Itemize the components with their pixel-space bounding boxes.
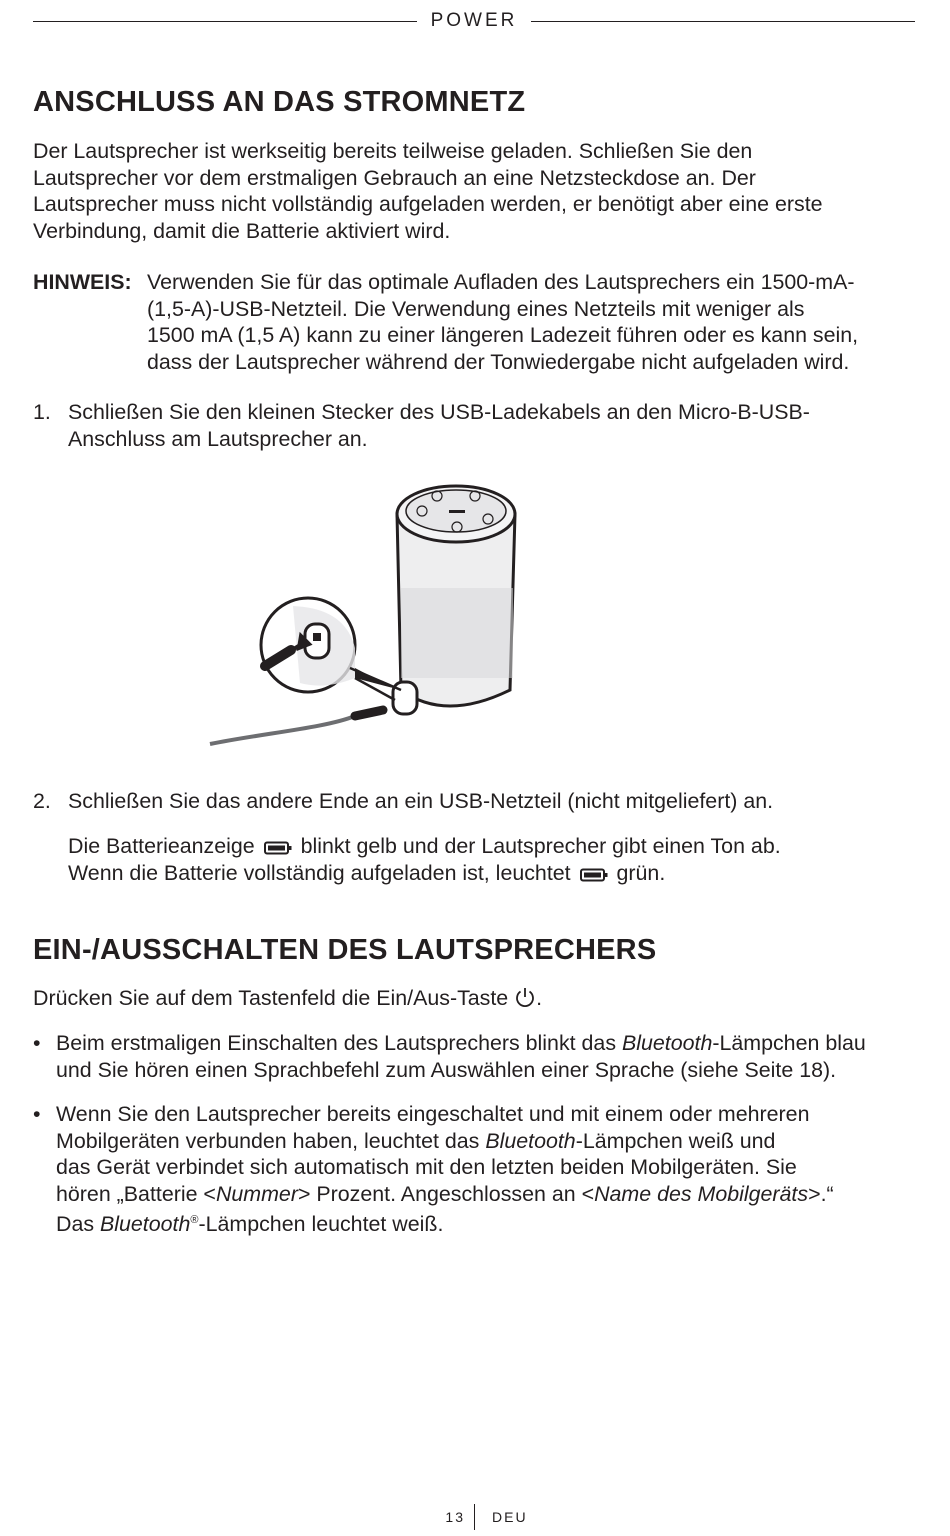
detail-text: Die Batterieanzeige xyxy=(68,834,255,858)
step-number: 2. xyxy=(33,789,51,813)
bullet-text xyxy=(56,1030,913,1083)
intro-period: . xyxy=(536,986,543,1010)
italic-run: Bluetooth xyxy=(99,1212,191,1237)
section-title-power-on-off: EIN-/AUSSCHALTEN DES LAUTSPRECHERS xyxy=(33,934,657,966)
intro-paragraph xyxy=(33,138,913,244)
italic-run: Bluetooth xyxy=(485,1128,576,1153)
usb-plug-icon xyxy=(355,710,383,716)
header-rule-left xyxy=(33,21,417,22)
language-code: DEU xyxy=(492,1509,528,1525)
header-label: POWER xyxy=(430,10,518,31)
detail-text: grün. xyxy=(616,860,666,885)
detail-text: blinkt gelb und der Lautsprecher gibt einen Ton ab. xyxy=(300,834,781,858)
section-title-power-connection: ANSCHLUSS AN DAS STROMNETZ xyxy=(33,86,526,118)
step-detail-line xyxy=(68,860,913,887)
speaker-grille xyxy=(401,588,513,678)
bullet-line xyxy=(56,1181,913,1208)
bullet-line: Wenn Sie den Lautsprecher bereits eingeschaltet und mit einem oder mehreren xyxy=(56,1102,810,1126)
note-line: Verwenden Sie für das optimale Aufladen des Lautsprechers ein 1500-mA- xyxy=(147,270,855,294)
text-run: -Lämpchen leuchtet weiß. xyxy=(198,1212,444,1237)
usb-cable xyxy=(210,716,355,744)
pointer-arrow-icon xyxy=(355,668,393,688)
bullet-line: und Sie hören einen Sprachbefehl zum Auswählen einer Sprache (siehe Seite 18). xyxy=(56,1057,837,1082)
note-line: dass der Lautsprecher während der Tonwiedergabe nicht aufgeladen wird. xyxy=(147,349,850,374)
italic-run: Bluetooth xyxy=(621,1031,713,1055)
text-run: > Prozent. Angeschlossen an < xyxy=(297,1181,595,1206)
power-icon xyxy=(514,986,536,1008)
text-run: >.“ xyxy=(808,1181,834,1206)
page-header xyxy=(33,10,915,34)
step-number: 1. xyxy=(33,400,51,424)
page-number: 13 xyxy=(445,1509,465,1525)
bose-logo xyxy=(449,510,465,513)
italic-run: Nummer xyxy=(215,1181,298,1206)
text-run: Das xyxy=(56,1212,100,1237)
step-text: Schließen Sie das andere Ende an ein USB-Netzteil (nicht mitgeliefert) an. xyxy=(68,789,774,813)
italic-run: Name des Mobilgeräts xyxy=(594,1181,809,1206)
note-label: HINWEIS: xyxy=(33,270,132,294)
battery-icon xyxy=(264,841,292,855)
step-line: Anschluss am Lautsprecher an. xyxy=(68,426,368,451)
step-detail-line xyxy=(68,833,913,860)
text-run: hören „Batterie < xyxy=(56,1181,216,1206)
bullet-line xyxy=(56,1128,913,1155)
bullet-text xyxy=(56,1101,913,1238)
bullet-line: das Gerät verbindet sich automatisch mit den letzten beiden Mobilgeräten. Sie xyxy=(56,1155,797,1179)
battery-icon xyxy=(580,868,608,882)
registered-mark: ® xyxy=(190,1214,199,1226)
text-run: Beim erstmaligen Einschalten des Lautsprechers blinkt das xyxy=(56,1031,622,1055)
note-line: (1,5-A)-USB-Netzteil. Die Verwendung eines Netzteils mit weniger als xyxy=(147,296,805,321)
intro-line: Der Lautsprecher ist werkseitig bereits teilweise geladen. Schließen Sie den xyxy=(33,139,753,163)
page-footer xyxy=(0,1504,950,1530)
bullet-dot: • xyxy=(33,1031,41,1055)
detail-text: Wenn die Batterie vollständig aufgeladen ist, leuchtet xyxy=(68,860,571,885)
step-detail-text xyxy=(68,833,913,886)
note-line: 1500 mA (1,5 A) kann zu einer längeren Ladezeit führen oder es kann sein, xyxy=(147,323,859,347)
intro-line: Lautsprecher vor dem erstmaligen Gebrauch an eine Netzsteckdose an. Der xyxy=(33,165,756,190)
bullet-line xyxy=(56,1207,913,1238)
speaker-charging-illustration xyxy=(205,478,525,753)
power-intro xyxy=(33,985,913,1012)
note-text xyxy=(147,269,915,375)
text-run: -Lämpchen weiß und xyxy=(575,1128,776,1153)
bullet-line xyxy=(56,1030,913,1057)
footer-separator xyxy=(474,1504,475,1530)
text-run: -Lämpchen blau xyxy=(712,1031,866,1055)
step-line: Schließen Sie den kleinen Stecker des USB-Ladekabels an den Micro-B-USB- xyxy=(68,400,810,424)
text-run: Mobilgeräten verbunden haben, leuchtet das xyxy=(56,1128,486,1153)
bullet-dot: • xyxy=(33,1102,41,1126)
intro-text: Drücken Sie auf dem Tastenfeld die Ein/Aus-Taste xyxy=(33,986,509,1010)
header-rule-right xyxy=(531,21,915,22)
intro-line: Lautsprecher muss nicht vollständig aufgeladen werden, er benötigt aber eine erste xyxy=(33,192,823,216)
intro-line: Verbindung, damit die Batterie aktiviert wird. xyxy=(33,218,451,243)
step-text xyxy=(68,399,913,452)
